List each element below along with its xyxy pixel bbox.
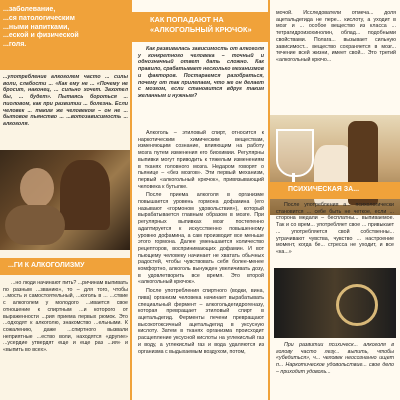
left-panel	[0, 0, 132, 400]
middle-body	[138, 130, 264, 357]
people-drinking-photo	[0, 150, 132, 250]
middle-paragraph: Алкоголь – этиловый спирт, относится к наркотическим химическим веществам, изменяющим сознание, влияющим на работу мозга путем изменения его биохимии. Регулярны выпивки могут приводить к тяжелым изменениям в тканях головного мозга. Недаром говорят о пьянице – «без мозгов». Эти первый механизм, первый «алкогольный крючок», привязывающий человека к бутылке.	[138, 130, 264, 190]
right-body	[276, 202, 394, 256]
left-subhead-band	[0, 258, 132, 275]
middle-intro	[138, 46, 264, 100]
left-header-band	[0, 0, 132, 70]
right-subhead-band	[270, 182, 400, 199]
right-top	[276, 10, 396, 64]
middle-intro-text: Как развивалась зависимость от алкоголя у конкретного человека – точный и однозначный ответ дать сложно. Как правило, срабатывает несколько механизмов и факторов. Постараемся разобраться, почему от так прилепаем, что же он делает с мозгом, если становится вдруг таким желанным и нужным?	[138, 46, 264, 99]
middle-paragraph: После употребления спиртного (водки, вина, пива) организм человека начинает вырабатывать специальный фермент – алкогольдегидрогеназу, которая превращает этиловый спирт в ацетальдегид. Ферменты печени превращают высокотоксичный ацетальдегид в уксусную кислоту. Затем в тканях организма происходит расщепление уксусной кислоты на углекислый газ и воду, а углекислый газ и вода удаляются из организма с выдыхаемым воздухом, потом,	[138, 288, 264, 355]
left-header-line: ...ся патологическим	[3, 14, 75, 22]
dark-still-life-photo	[274, 268, 396, 338]
left-header-line: ...еской и физической	[3, 32, 79, 40]
left-header-line: ...голя.	[3, 41, 27, 49]
left-subhead: ...ГИ К АЛКОГОЛИЗМУ	[8, 262, 85, 269]
left-body	[3, 280, 128, 354]
wine-glass-photo	[270, 115, 400, 215]
left-quote	[3, 74, 128, 128]
left-header-text	[3, 6, 131, 50]
middle-paragraph: После приема алкоголя в организме повышается уровень гормона дофамина (его называют «гормоном удовольствия»), который вырабатывается главным образом в мозге. При регулярных выпивках мозг постепенно адаптируется к искусственно повышенному уровню дофамина, а сам производит все меньше этого гормона. Далее уменьшается количество рецепторов, воспринимающих дофамин. И вот пьющему человеку начинает не хватать обычных радостей, чтобы чувствовать себя более-менее комфортно, алкоголь вынужден увеличивать дозу, в удовлетворить все время. Это второй «алкогольный крючок».	[138, 192, 264, 286]
right-top-text: мочой. Исследователи отмеча... доля ацетальдегида не пере... кислоту, а уходит в мозг и ... особое вещество из класса ... тетрагидроизохинолин, облад... подобными свойствами. Полага... вызывает сильную зависимост... вещество сохраняется в мозг... течение всей жизни, имеет свой... Это третий «алкогольный крючо...	[276, 10, 396, 63]
right-panel	[270, 0, 400, 400]
left-quote-text: ...употребление алкоголем часто ... силы воли, слабости ... «Как ему не ... «Почему не бросит, наконец, ... сильно хочет. Захотел бы, ... будет». Пытаясь бороться ... пиоловом, как при развитии ... болезнь. Если человек ... таким же человеком – он не ... бытовое пьянство ... ...вотозависимость ... алкоголя.	[3, 74, 128, 127]
left-header-line: ...заболевание,	[3, 6, 56, 13]
left-header-line: ...ными напитками,	[3, 23, 70, 31]
right-body-2-text: При развитии психическ... алкоголя в голову часто лезу... выпить, чтобы «убедиться», ч... человек неосознанно ищет п... Наркотическое удовольствие... свое дело – приходит удоволь...	[276, 342, 394, 375]
middle-panel	[132, 0, 270, 400]
right-subhead: ПСИХИЧЕСКАЯ ЗА...	[288, 186, 360, 193]
left-body-text: ...но люди начинают пить? ...ричинам выпивать по разным ...званию», то – для того, чтобы ...мость и самостоятельный, ...коголь в ... ...ствие с алкоголем у молодого ...ивается свое отношение к спиртным ...и которого от выраженности ...рия приема первых рюмок. Это ...одходят к алкоголю, знакомство ...ельными. К сожалению, даже ...спиртного вызвали неприятные ...ество воли, находятся «другие» ...усердие утвердят еще и еще раз ...ия» и «выпить во всех».	[3, 280, 128, 354]
right-body-2	[276, 342, 394, 376]
middle-title: КАК ПОПАДАЮТ НА «АЛКОГОЛЬНЫЙ КРЮЧОК»	[150, 15, 252, 34]
right-body-text: После употребления а... психологически становится ... себе быть не четкое, если ... сторона медали – бесплатны... выпиваемое. Так и со врем... употребляет свое ... привыкает ... употребляется свой собственны... утрачивают чувства, чувство ... настроение момент, когда бе... стресса не уходит, и все «ка...»	[276, 202, 394, 255]
middle-title-band	[132, 12, 270, 42]
